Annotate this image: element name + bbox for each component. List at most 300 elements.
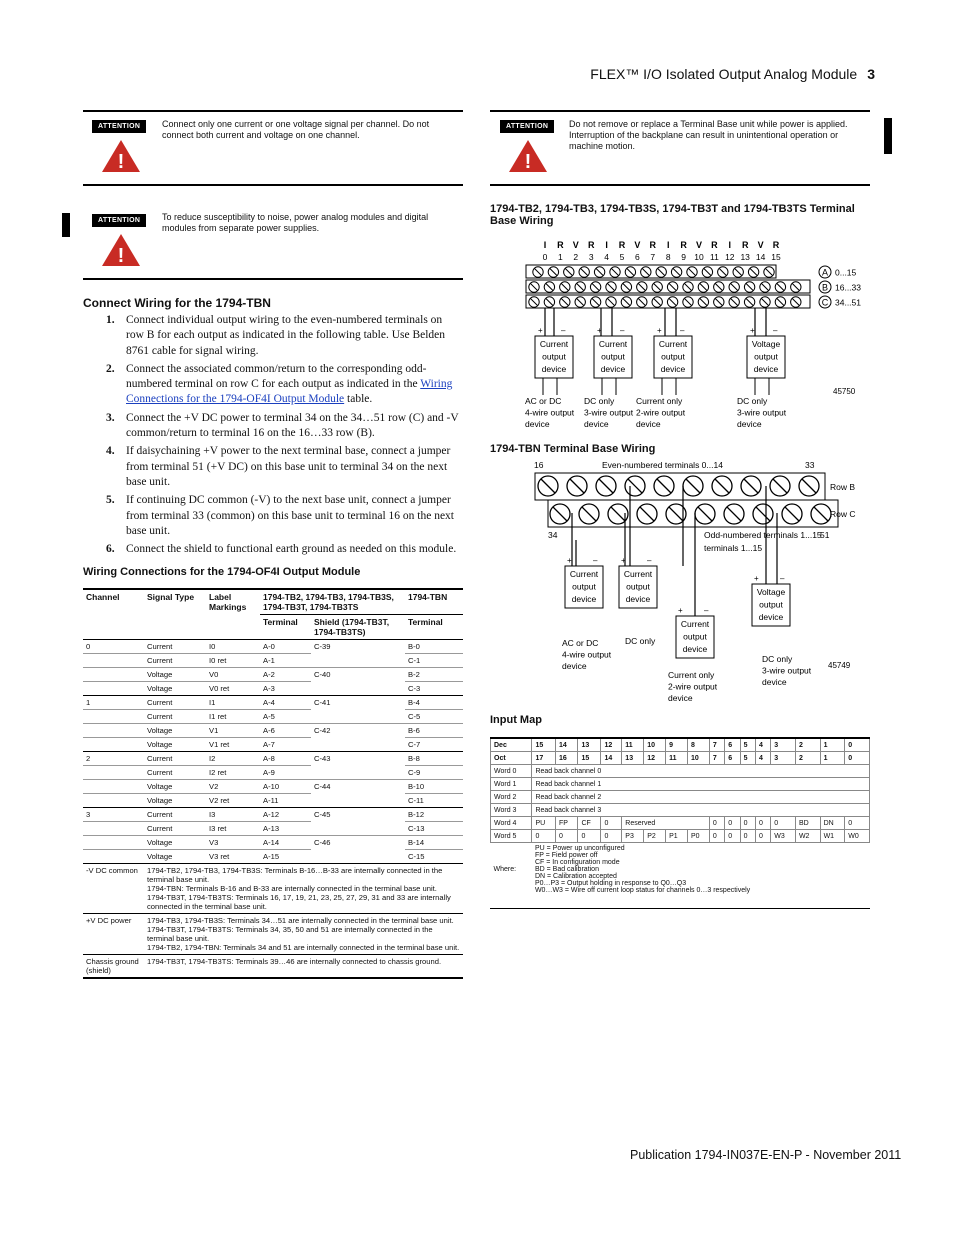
- table-row: [491, 778, 870, 791]
- device-caption: [562, 638, 612, 671]
- note-line: 1794-TB2, 1794-TBN: Terminals 34 and 51 are internally connected in the terminal base unit.: [147, 943, 460, 952]
- terminal-number: 9: [681, 252, 686, 262]
- svg-text:device: device: [682, 644, 708, 654]
- svg-text:device: device: [636, 419, 661, 429]
- attention-badge: ATTENTION: [500, 120, 554, 133]
- instruction-list: [106, 313, 461, 560]
- attention-badge: ATTENTION: [92, 214, 146, 227]
- device-caption: [625, 636, 656, 646]
- table-cell: -V DC common: [86, 866, 138, 875]
- table-cell: Voltage: [147, 684, 173, 693]
- table-row: [491, 765, 870, 778]
- column-header: 1794-TB2, 1794-TB3, 1794-TB3S, 1794-TB3T, 1794-TB3TS: [263, 592, 394, 612]
- svg-text:–: –: [704, 606, 709, 615]
- column-header: 1794-TBN: [408, 592, 448, 602]
- terminal-letter: R: [618, 240, 626, 250]
- table-cell: 6: [725, 752, 740, 765]
- table-cell: BD: [795, 817, 820, 830]
- svg-text:output: output: [759, 599, 783, 610]
- svg-text:Current: Current: [658, 339, 688, 349]
- note-line: 1794-TB3, 1794-TB3S: Terminals 34…51 are internally connected in the terminal base unit.: [147, 916, 454, 925]
- table-cell: +V DC power: [86, 916, 132, 925]
- terminal-screw-icon: [590, 282, 600, 292]
- svg-text:DC only: DC only: [737, 396, 768, 406]
- table-cell: V2 ret: [209, 796, 230, 805]
- svg-text:device: device: [762, 677, 787, 687]
- table-cell: W1: [820, 830, 845, 843]
- publication-footer: Publication 1794-IN037E-EN-P - November 2011: [630, 1148, 902, 1162]
- terminal-number: 3: [588, 252, 594, 262]
- device-caption: [584, 396, 634, 429]
- table-cell: 0: [532, 830, 556, 843]
- terminal-number: 12: [725, 252, 735, 262]
- table-cell: A-3: [263, 684, 275, 693]
- table-cell: 0: [601, 830, 622, 843]
- terminal-number: 10: [694, 252, 704, 262]
- attention-rule-top: [83, 110, 463, 112]
- table-cell: Reserved: [622, 817, 710, 830]
- table-cell: Current: [147, 642, 173, 651]
- svg-text:+: +: [621, 556, 626, 565]
- table-row: [491, 804, 870, 817]
- table-row: [83, 668, 463, 682]
- svg-text:device: device: [758, 612, 784, 622]
- svg-text:–: –: [780, 574, 785, 583]
- table-cell: Current: [147, 768, 173, 777]
- table-cell: Oct: [491, 752, 532, 765]
- terminal-screw-icon: [606, 282, 616, 292]
- table-cell: 3: [771, 738, 796, 752]
- table-cell: Voltage: [147, 670, 173, 679]
- legend-item: DN = Calibration accepted: [534, 873, 617, 880]
- terminal-screw-icon: [579, 267, 589, 277]
- svg-text:34...51: 34...51: [835, 297, 861, 308]
- svg-text:device: device: [737, 419, 762, 429]
- table-cell: [144, 914, 463, 955]
- wiring-connections-table: [83, 588, 463, 979]
- terminal-screw-icon: [575, 282, 585, 292]
- terminal-number: 4: [604, 252, 609, 262]
- table-row: [83, 724, 463, 738]
- svg-text:Current: Current: [623, 569, 653, 579]
- table-cell: Current: [147, 810, 173, 819]
- svg-text:B: B: [821, 282, 829, 293]
- terminal-screw-icon: [770, 476, 790, 496]
- svg-text:device: device: [525, 419, 550, 429]
- attention-rule: [490, 184, 870, 186]
- table-cell: A-5: [263, 712, 275, 721]
- table-cell: 13: [622, 752, 644, 765]
- device-caption: [636, 396, 686, 429]
- figure-number: 45750: [833, 387, 856, 396]
- table-cell: B-6: [408, 726, 420, 735]
- table-cell: 0: [740, 817, 755, 830]
- terminal-screw-icon: [714, 282, 724, 292]
- table-cell: 5: [740, 752, 755, 765]
- svg-text:!: !: [524, 151, 532, 173]
- table-cell: Word 4: [491, 817, 532, 830]
- table-cell: I0: [209, 642, 216, 651]
- column-header: Channel: [86, 592, 120, 602]
- table-cell: 15: [578, 752, 601, 765]
- table-row: [83, 836, 463, 850]
- terminal-label-51: 51: [820, 530, 830, 540]
- terminal-screw-icon: [594, 267, 604, 277]
- odd-terminals-label: Odd-numbered terminals 1...15: [704, 530, 822, 540]
- svg-text:3-wire output: 3-wire output: [584, 407, 634, 418]
- table-cell: Voltage: [147, 852, 173, 861]
- table-cell: [83, 794, 144, 808]
- table-cell: 0: [755, 817, 770, 830]
- table-cell: 2: [795, 738, 820, 752]
- device-caption: [525, 396, 575, 429]
- column-header: Terminal: [263, 617, 298, 627]
- terminal-screw-icon: [538, 476, 558, 496]
- terminal-screw-icon: [625, 476, 645, 496]
- table-cell: 0: [845, 752, 870, 765]
- svg-text:–: –: [620, 326, 625, 335]
- terminal-screw-icon: [667, 282, 677, 292]
- output-device: [752, 574, 812, 687]
- table-cell: 2: [795, 752, 820, 765]
- table-cell: 17: [532, 752, 556, 765]
- table-cell: [144, 955, 463, 979]
- table-cell: V2: [209, 782, 219, 791]
- terminal-screw-icon: [564, 267, 574, 277]
- table-cell: Read back channel 1: [532, 778, 870, 791]
- terminal-screw-icon: [724, 504, 744, 524]
- output-device: [525, 326, 575, 429]
- table-row: [83, 738, 463, 752]
- svg-text:0...15: 0...15: [835, 267, 857, 278]
- terminal-letter: I: [605, 240, 608, 250]
- table-cell: I3: [209, 810, 216, 819]
- terminal-screw-icon: [744, 297, 754, 307]
- terminal-screw-icon: [637, 297, 647, 307]
- table-cell: Word 3: [491, 804, 532, 817]
- table-cell: C-44: [314, 782, 331, 791]
- terminal-screw-icon: [799, 476, 819, 496]
- note-line: 1794-TBN: Terminals B-16 and B-33 are internally connected in the terminal base unit.: [147, 884, 437, 893]
- svg-text:device: device: [562, 661, 587, 671]
- terminal-screw-icon: [652, 297, 662, 307]
- table-row: [83, 914, 463, 955]
- table-cell: A-8: [263, 754, 275, 763]
- output-device: [562, 556, 612, 671]
- svg-text:device: device: [600, 364, 626, 374]
- svg-text:2-wire output: 2-wire output: [636, 407, 686, 418]
- table-cell: A-4: [263, 698, 275, 707]
- input-map-bottom-rule: [490, 908, 870, 909]
- table-cell: [83, 766, 144, 780]
- output-device: [636, 326, 692, 429]
- output-device: [737, 326, 787, 429]
- row-c-label: Row C: [830, 509, 856, 519]
- terminal-screw-icon: [575, 297, 585, 307]
- terminal-screw-icon: [550, 504, 570, 524]
- svg-text:+: +: [657, 326, 662, 335]
- table-cell: B-8: [408, 754, 420, 763]
- terminal-screw-icon: [606, 297, 616, 307]
- svg-text:2-wire output: 2-wire output: [668, 681, 718, 692]
- table-cell: Voltage: [147, 726, 173, 735]
- table-row: [83, 780, 463, 794]
- terminal-letter: V: [634, 240, 641, 250]
- table-row: [83, 794, 463, 808]
- terminal-screw-icon: [637, 282, 647, 292]
- terminal-screw-icon: [596, 476, 616, 496]
- terminal-screw-icon: [641, 267, 651, 277]
- table-cell: 13: [578, 738, 601, 752]
- table-cell: A-13: [263, 824, 280, 833]
- svg-text:Current: Current: [680, 619, 710, 629]
- attention-text: To reduce susceptibility to noise, power analog modules and digital modules from separate power supplies.: [162, 212, 429, 233]
- table-row: [491, 791, 870, 804]
- terminal-screw-icon: [683, 297, 693, 307]
- note-line: 1794-TB3T, 1794-TB3TS: Terminals 34, 35, 50 and 51 are internally connected in the terminal base unit.: [147, 925, 433, 943]
- terminal-screw-icon: [579, 504, 599, 524]
- terminal-letter: R: [587, 240, 595, 250]
- table-row: [83, 766, 463, 780]
- table-cell: Chassis ground (shield): [86, 957, 139, 975]
- table-cell: I1: [209, 698, 216, 707]
- table-cell: 0: [709, 817, 724, 830]
- table-cell: C-11: [408, 796, 424, 805]
- table-cell: B-4: [408, 698, 420, 707]
- terminal-number: 15: [771, 252, 781, 262]
- svg-text:DC only: DC only: [762, 654, 793, 664]
- table-cell: V3 ret: [209, 852, 230, 861]
- terminal-screw-icon: [529, 282, 539, 292]
- section-heading: Connect Wiring for the 1794-TBN: [83, 296, 271, 310]
- terminal-screw-icon: [610, 267, 620, 277]
- table-cell: I1 ret: [209, 712, 227, 721]
- table-cell: W2: [795, 830, 820, 843]
- terminal-screw-icon: [753, 504, 773, 524]
- table-cell: P0: [688, 830, 710, 843]
- where-label: Where:: [493, 866, 517, 873]
- table-row: [491, 738, 870, 752]
- table-cell: Read back channel 3: [532, 804, 870, 817]
- table-title: Wiring Connections for the 1794-OF4I Output Module: [83, 566, 361, 578]
- terminal-screw-icon: [712, 476, 732, 496]
- table-cell: I0 ret: [209, 656, 227, 665]
- table-cell: C-45: [314, 810, 331, 819]
- table-cell: A-10: [263, 782, 280, 791]
- table-cell: 0: [740, 830, 755, 843]
- terminal-screw-icon: [621, 297, 631, 307]
- table-cell: I2: [209, 754, 216, 763]
- svg-text:device: device: [571, 594, 597, 604]
- table-cell: P2: [644, 830, 666, 843]
- table-cell: 0: [771, 817, 796, 830]
- table-cell: [83, 738, 144, 752]
- table-cell: I2 ret: [209, 768, 227, 777]
- note-line: 1794-TB3T, 1794-TB3TS: Terminals 16, 17, 19, 21, 23, 25, 27, 29, 31 and 33 are internally connected in the terminal base unit.: [147, 893, 451, 911]
- svg-text:+: +: [754, 574, 759, 583]
- svg-text:–: –: [561, 326, 566, 335]
- terminal-screw-icon: [695, 504, 715, 524]
- table-cell: A-0: [263, 642, 275, 651]
- table-cell: V1 ret: [209, 740, 230, 749]
- svg-text:4-wire output: 4-wire output: [562, 649, 612, 660]
- terminal-letter: R: [680, 240, 687, 250]
- table-cell: B-2: [408, 670, 420, 679]
- change-bar: [62, 213, 70, 237]
- table-cell: V0 ret: [209, 684, 230, 693]
- table-cell: W0: [845, 830, 870, 843]
- terminal-screw-icon: [698, 282, 708, 292]
- terminal-number: 8: [665, 252, 671, 262]
- terminal-screw-icon: [741, 476, 761, 496]
- terminal-letter: V: [695, 240, 703, 250]
- terminal-screw-icon: [714, 297, 724, 307]
- terminal-letter: R: [741, 240, 749, 250]
- table-cell: Word 5: [491, 830, 532, 843]
- svg-text:–: –: [593, 556, 598, 565]
- header-title: FLEX™ I/O Isolated Output Analog Module: [590, 66, 858, 82]
- attention-rule: [83, 278, 463, 280]
- table-cell: Read back channel 2: [532, 791, 870, 804]
- row-key: [819, 296, 861, 308]
- table-cell: 16: [556, 752, 578, 765]
- svg-text:Current: Current: [539, 339, 569, 349]
- input-map-table: [490, 737, 870, 896]
- terminal-screw-icon: [811, 504, 831, 524]
- terminal-screw-icon: [744, 282, 754, 292]
- table-cell: B-12: [408, 810, 425, 819]
- table-cell: 14: [601, 752, 622, 765]
- table-cell: A-11: [263, 796, 279, 805]
- table-row: [491, 830, 870, 843]
- table-cell: Voltage: [147, 740, 173, 749]
- svg-text:+: +: [750, 326, 755, 335]
- table-cell: V3: [209, 838, 219, 847]
- terminal-screw-icon: [667, 297, 677, 307]
- table-cell: 0: [725, 830, 740, 843]
- terminal-screw-icon: [544, 297, 554, 307]
- svg-text:output: output: [542, 351, 566, 362]
- table-cell: [83, 668, 144, 682]
- table-cell: 0: [86, 642, 91, 651]
- list-item: 1. Connect individual output wiring to the even-numbered terminals on row B for each output as indicated in the following table. Use Belden 8761 cable for signal wiring.: [106, 314, 446, 357]
- table-cell: 1: [820, 738, 845, 752]
- svg-text:A: A: [821, 267, 829, 278]
- table-cell: C-9: [408, 768, 421, 777]
- svg-text:–: –: [680, 326, 685, 335]
- svg-text:DC only: DC only: [625, 636, 656, 646]
- table-cell: C-41: [314, 698, 331, 707]
- table-cell: Word 2: [491, 791, 532, 804]
- svg-text:Current: Current: [598, 339, 628, 349]
- row-b-label: Row B: [830, 482, 856, 492]
- table-cell: Current: [147, 754, 173, 763]
- table-cell: B-0: [408, 642, 420, 651]
- terminal-screw-icon: [637, 504, 657, 524]
- list-item: 2. Connect the associated common/return to the corresponding odd-numbered terminal on row C for each output as indicated in the Wiring Connections for the 1794-OF4I Output Module table.: [106, 362, 453, 406]
- figure-number: 45749: [828, 661, 851, 670]
- terminal-screw-icon: [548, 267, 558, 277]
- svg-text:output: output: [572, 581, 596, 592]
- table-row: [83, 808, 463, 822]
- table-row: [491, 752, 870, 765]
- page-number: 3: [867, 66, 875, 82]
- table-row: [83, 822, 463, 836]
- svg-text:output: output: [661, 351, 685, 362]
- svg-text:–: –: [647, 556, 652, 565]
- terminal-screw-icon: [791, 297, 801, 307]
- table-cell: W3: [771, 830, 796, 843]
- table-cell: A-7: [263, 740, 275, 749]
- svg-text:device: device: [660, 364, 686, 374]
- table-cell: 5: [740, 738, 755, 752]
- terminal-base-wiring-diagram: [490, 232, 870, 432]
- table-cell: P1: [666, 830, 688, 843]
- table-cell: C-46: [314, 838, 331, 847]
- list-item: 6. Connect the shield to functional earth ground as needed on this module.: [106, 543, 457, 556]
- table-cell: 7: [709, 752, 724, 765]
- terminal-screw-icon: [529, 297, 539, 307]
- table-row: [83, 682, 463, 696]
- terminal-screw-icon: [533, 267, 543, 277]
- table-cell: 7: [709, 738, 724, 752]
- table-cell: P3: [622, 830, 644, 843]
- terminal-letter: R: [557, 240, 564, 250]
- terminal-screw-icon: [560, 297, 570, 307]
- table-cell: 9: [666, 738, 688, 752]
- table-cell: Current: [147, 698, 173, 707]
- diagram-title: 1794-TB2, 1794-TB3, 1794-TB3S, 1794-TB3T and 1794-TB3TS Terminal Base Wiring: [490, 203, 855, 227]
- terminal-screw-icon: [621, 282, 631, 292]
- legend-item: BD = Bad calibration: [534, 866, 599, 873]
- table-cell: A-1: [263, 656, 275, 665]
- terminal-number: 7: [650, 252, 656, 262]
- table-row: [83, 864, 463, 914]
- table-row: [83, 752, 463, 766]
- table-cell: 3: [86, 810, 91, 819]
- terminal-screw-icon: [652, 282, 662, 292]
- table-cell: [83, 654, 144, 668]
- table-cell: Voltage: [147, 796, 173, 805]
- wiring-table-link[interactable]: Wiring Connections for the 1794-OF4I Output Module: [126, 378, 453, 406]
- terminal-letter: V: [757, 240, 764, 250]
- svg-text:3-wire output: 3-wire output: [737, 407, 787, 418]
- page-header: [560, 66, 875, 82]
- svg-text:DC only: DC only: [584, 396, 615, 406]
- terminal-screw-icon: [654, 476, 674, 496]
- svg-text:device: device: [753, 364, 779, 374]
- legend-item: P0…P3 = Output holding in response to Q0…Q3: [534, 880, 687, 887]
- attention-rule-top: [490, 110, 870, 112]
- table-cell: C-39: [314, 642, 331, 651]
- table-cell: 14: [556, 738, 578, 752]
- table-row: [83, 654, 463, 668]
- input-map-title: Input Map: [490, 714, 542, 726]
- table-cell: A-2: [263, 670, 275, 679]
- table-cell: 12: [644, 752, 666, 765]
- list-item: 5. If continuing DC common (-V) to the next base unit, connect a jumper from terminal 33 (common) on this base unit to terminal 16 on the next base unit.: [106, 494, 455, 537]
- terminal-number: 13: [740, 252, 750, 262]
- terminal-screw-icon: [775, 297, 785, 307]
- svg-text:!: !: [117, 245, 125, 267]
- svg-text:C: C: [821, 297, 829, 308]
- terminal-screw-icon: [656, 267, 666, 277]
- terminal-screw-icon: [671, 267, 681, 277]
- svg-text:device: device: [584, 419, 609, 429]
- table-cell: 1: [86, 698, 91, 707]
- section-tab-marker: [884, 118, 892, 154]
- table-cell: 0: [845, 817, 870, 830]
